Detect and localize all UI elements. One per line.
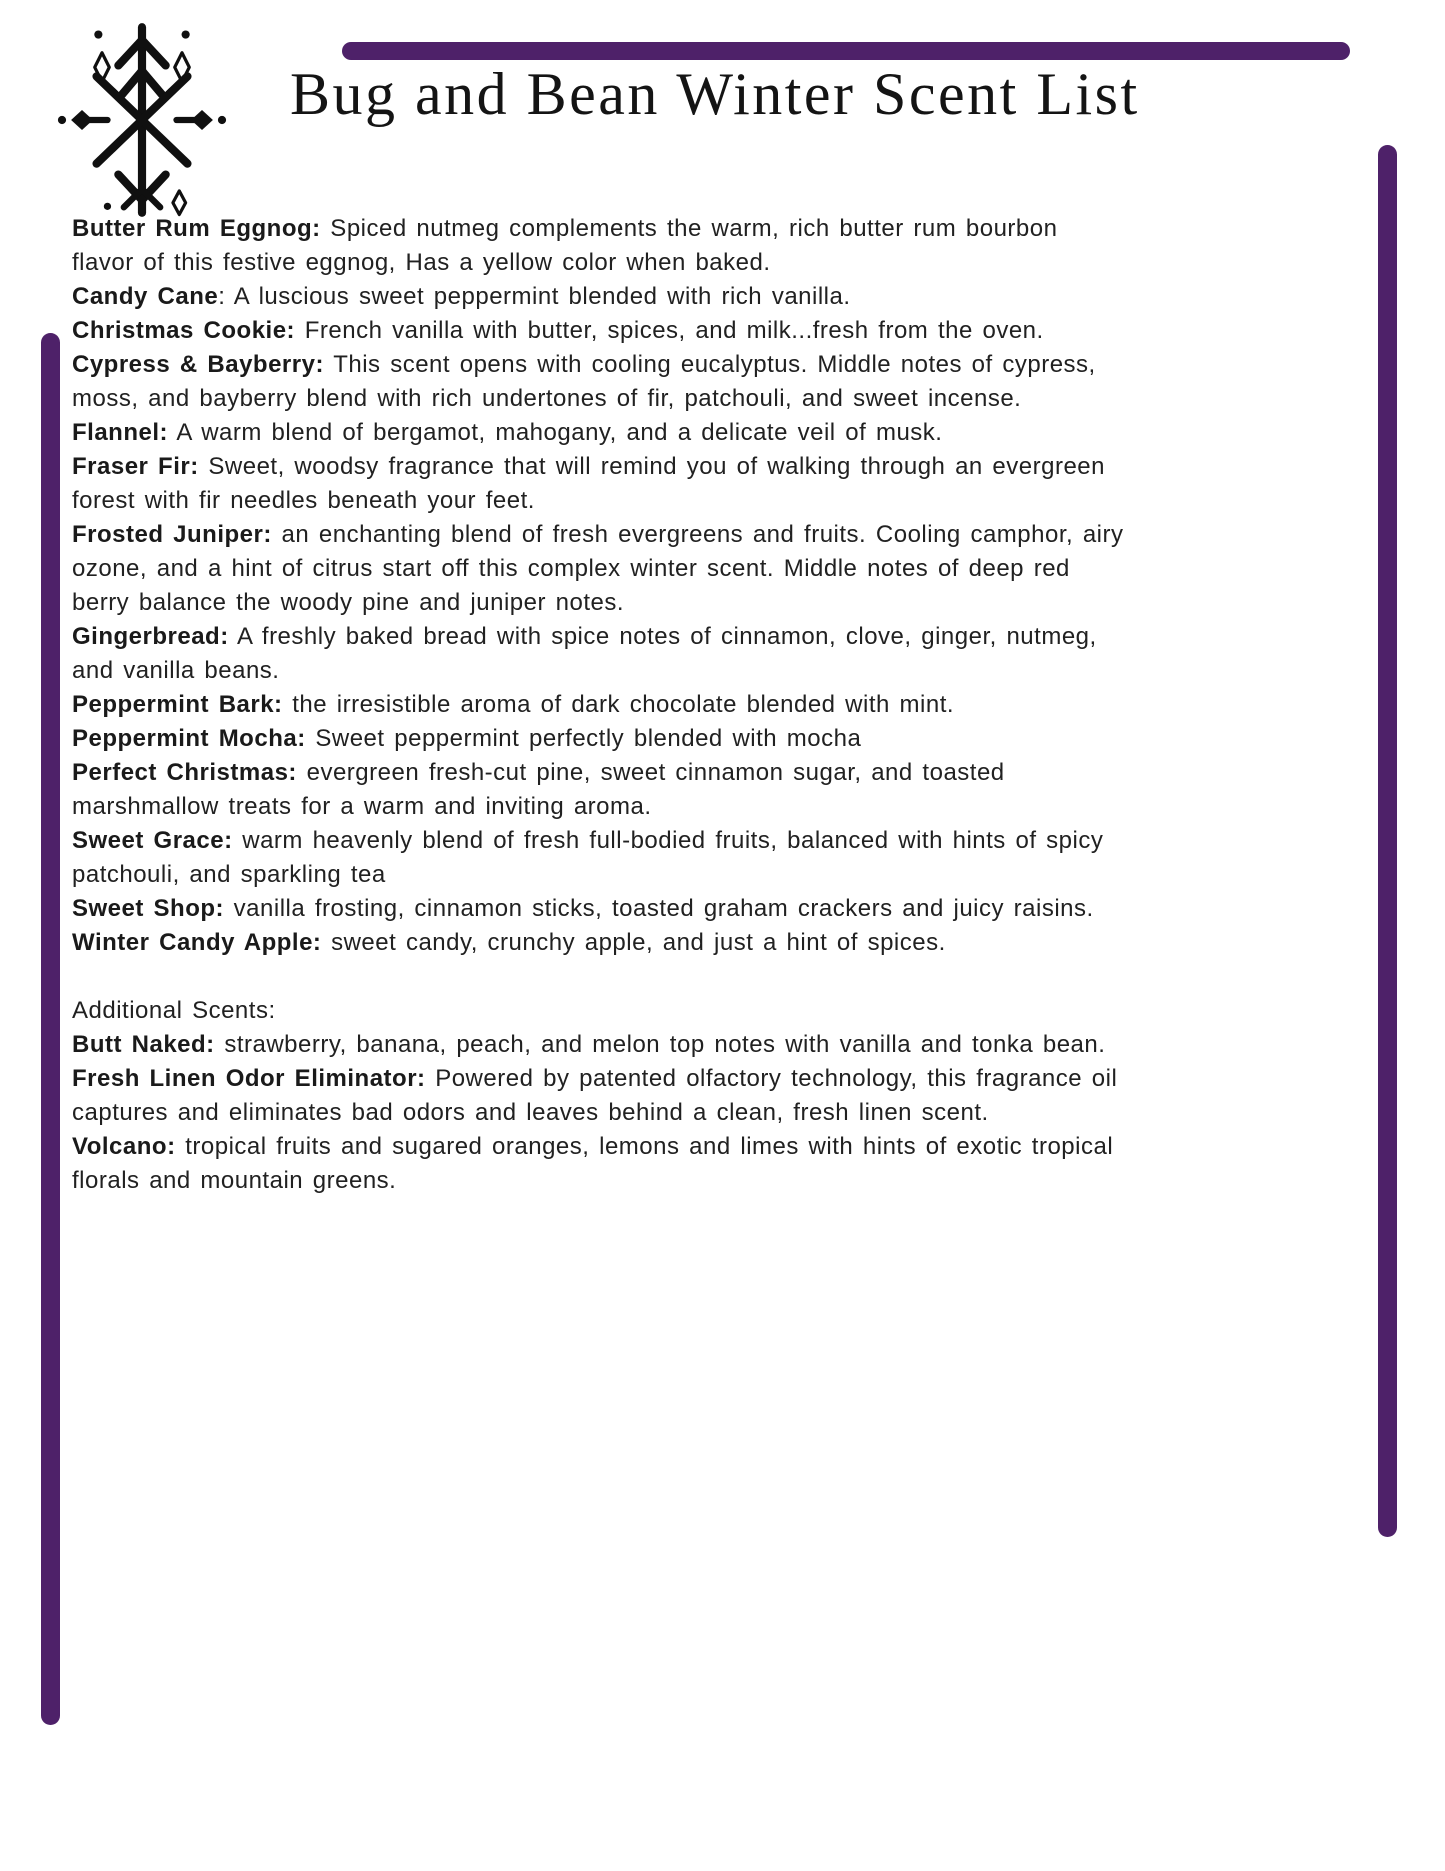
scent-name: Cypress & Bayberry: <box>72 351 324 378</box>
scent-description: tropical fruits and sugared oranges, lemons and limes with hints of exotic tropical florals and mountain greens. <box>72 1133 1114 1194</box>
main-scent-list <box>72 212 1124 960</box>
scent-description: strawberry, banana, peach, and melon top notes with vanilla and tonka bean. <box>214 1031 1106 1058</box>
top-accent-bar <box>342 42 1350 60</box>
scent-description: This scent opens with cooling eucalyptus. Middle notes of cypress, moss, and bayberry blend with rich undertones of fir, patchouli, and sweet incense. <box>72 351 1096 412</box>
scent-name: Gingerbread: <box>72 623 229 650</box>
scent-entry <box>72 416 1124 450</box>
scent-name: Volcano: <box>72 1133 176 1160</box>
scent-description: an enchanting blend of fresh evergreens and fruits. Cooling camphor, airy ozone, and a hint of citrus start off this complex winter scent. Middle notes of deep red berry balance the woody pine and juniper notes. <box>72 521 1124 616</box>
additional-scent-list <box>72 1028 1124 1198</box>
scent-name: Peppermint Mocha: <box>72 725 306 752</box>
scent-entry <box>72 620 1124 688</box>
scent-description: Sweet peppermint perfectly blended with mocha <box>305 725 862 752</box>
scent-name: Winter Candy Apple: <box>72 929 322 956</box>
scent-name: Sweet Grace: <box>72 827 233 854</box>
scent-description: the irresistible aroma of dark chocolate blended with mint. <box>282 691 955 718</box>
scent-name: Candy Cane <box>72 283 219 310</box>
scent-name: Perfect Christmas: <box>72 759 297 786</box>
scent-description: : A luscious sweet peppermint blended with rich vanilla. <box>218 283 851 310</box>
scent-description: warm heavenly blend of fresh full-bodied fruits, balanced with hints of spicy patchouli, and sparkling tea <box>72 827 1104 888</box>
scent-description: vanilla frosting, cinnamon sticks, toasted graham crackers and juicy raisins. <box>224 895 1094 922</box>
scent-entry <box>72 314 1124 348</box>
right-accent-bar <box>1378 145 1397 1537</box>
scent-entry <box>72 892 1124 926</box>
left-accent-bar <box>41 333 60 1725</box>
scent-entry <box>72 212 1124 280</box>
scent-entry <box>72 348 1124 416</box>
scent-description: Sweet, woodsy fragrance that will remind you of walking through an evergreen forest with fir needles beneath your feet. <box>72 453 1106 514</box>
page-title: Bug and Bean Winter Scent List <box>290 61 1140 127</box>
scent-name: Butt Naked: <box>72 1031 215 1058</box>
scent-name: Flannel: <box>72 419 169 446</box>
scent-name: Sweet Shop: <box>72 895 225 922</box>
scent-name: Fraser Fir: <box>72 453 199 480</box>
scent-entry <box>72 450 1124 518</box>
scent-description: Powered by patented olfactory technology, this fragrance oil captures and eliminates bad odors and leaves behind a clean, fresh linen scent. <box>72 1065 1118 1126</box>
scent-description: Spiced nutmeg complements the warm, rich butter rum bourbon flavor of this festive eggnog, Has a yellow color when baked. <box>72 215 1058 276</box>
scent-entry <box>72 280 1124 314</box>
scent-list-content <box>72 212 1124 1198</box>
scent-name: Butter Rum Eggnog: <box>72 215 321 242</box>
scent-entry <box>72 824 1124 892</box>
scent-description: A freshly baked bread with spice notes of cinnamon, clove, ginger, nutmeg, and vanilla beans. <box>72 623 1097 684</box>
scent-description: sweet candy, crunchy apple, and just a hint of spices. <box>321 929 946 956</box>
additional-scents-heading: Additional Scents: <box>72 997 276 1024</box>
scent-name: Fresh Linen Odor Eliminator: <box>72 1065 426 1092</box>
scent-name: Frosted Juniper: <box>72 521 272 548</box>
scent-entry <box>72 756 1124 824</box>
scent-description: French vanilla with butter, spices, and milk...fresh from the oven. <box>295 317 1044 344</box>
scent-entry <box>72 1062 1124 1130</box>
scent-name: Peppermint Bark: <box>72 691 283 718</box>
scent-entry <box>72 1028 1124 1062</box>
scent-entry <box>72 688 1124 722</box>
scent-description: A warm blend of bergamot, mahogany, and a delicate veil of musk. <box>168 419 943 446</box>
scent-entry <box>72 926 1124 960</box>
scent-description: evergreen fresh-cut pine, sweet cinnamon sugar, and toasted marshmallow treats for a warm and inviting aroma. <box>72 759 1005 820</box>
scent-entry <box>72 722 1124 756</box>
scent-entry <box>72 518 1124 620</box>
scent-name: Christmas Cookie: <box>72 317 296 344</box>
snowflake-icon <box>46 20 238 220</box>
scent-entry <box>72 1130 1124 1198</box>
